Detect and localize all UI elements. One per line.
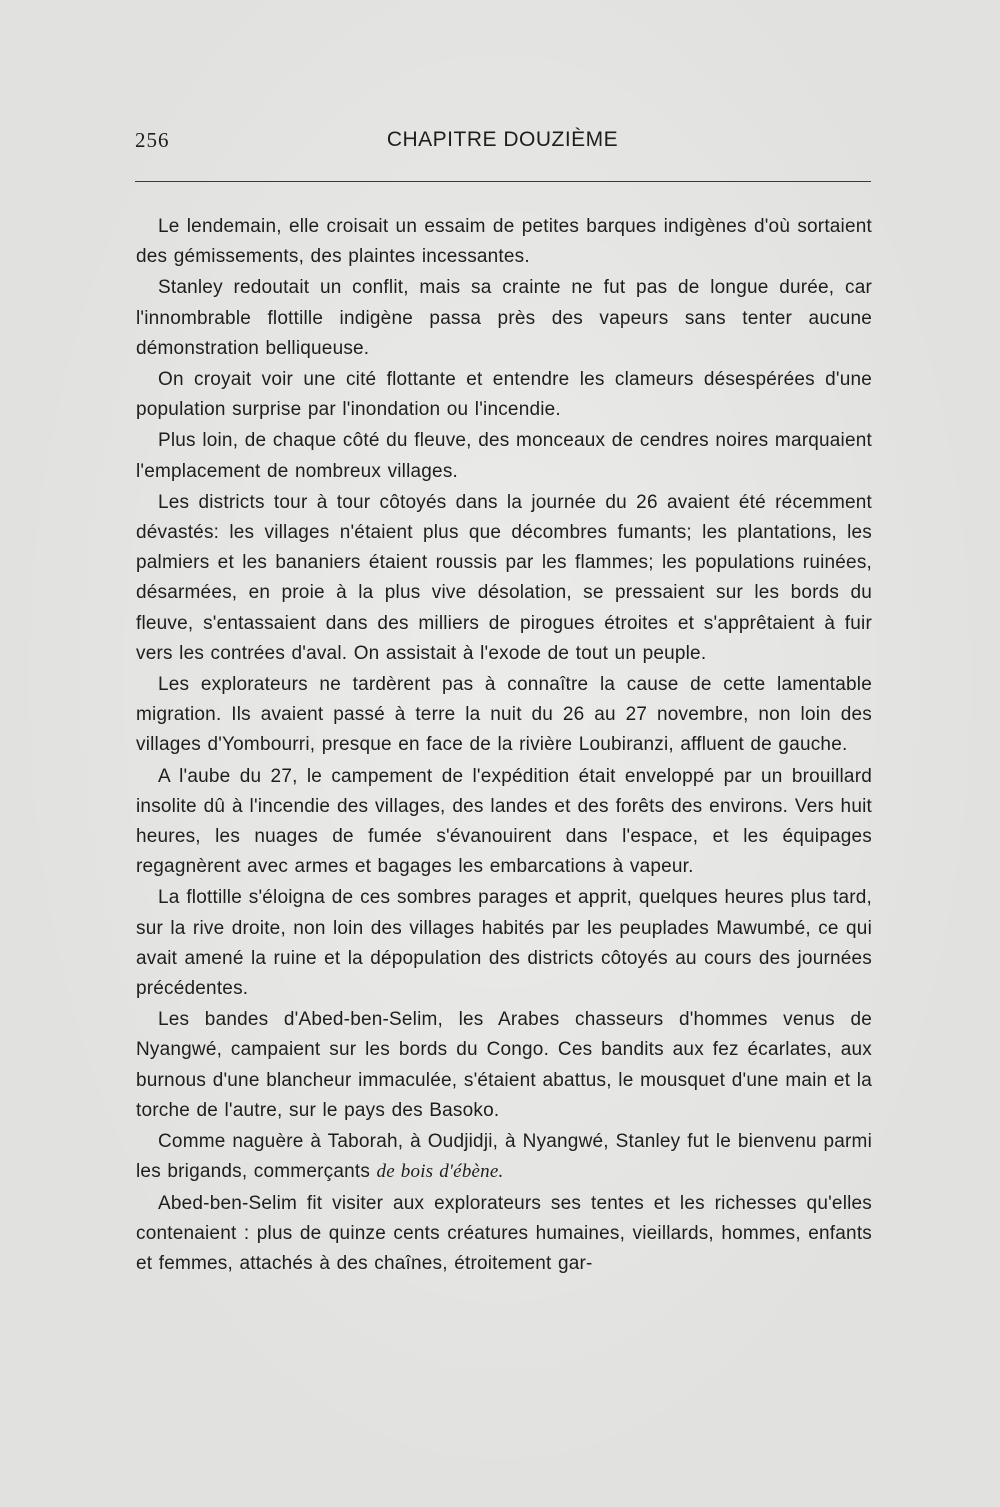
paragraph-7: A l'aube du 27, le campement de l'expédition était enveloppé par un brouillard insolite dû à l'incendie des villages, des landes et des forêts des environs. Vers huit heures, les nuages de fumée s'évanouirent dans l'espace, et les équipages regagnèrent avec armes et bagages les embarcations à vapeur. bbox=[136, 765, 872, 878]
paragraph-1: Le lendemain, elle croisait un essaim de petites barques indigènes d'où sortaient des gémissements, des plaintes incessantes. bbox=[136, 216, 872, 268]
running-title: CHAPITRE DOUZIÈME bbox=[386, 128, 619, 151]
body-text bbox=[136, 212, 872, 1279]
italic-phrase: de bois d'ébène. bbox=[376, 1161, 504, 1183]
paragraph-11: Abed-ben-Selim fit visiter aux explorateurs ses tentes et les richesses qu'elles contenaient : plus de quinze cents créatures humaines, vieillards, hommes, enfants et femmes, attachés à des chaînes, étroitement gar- bbox=[136, 1192, 872, 1274]
paragraph-8: La flottille s'éloigna de ces sombres parages et apprit, quelques heures plus tard, sur la rive droite, non loin des villages habités par les peuplades Mawumbé, ce qui avait amené la ruine et la dépopulation des districts côtoyés au cours des journées précédentes. bbox=[136, 887, 872, 1000]
paragraph-5: Les districts tour à tour côtoyés dans la journée du 26 avaient été récemment dévastés: les villages n'étaient plus que décombres fumants; les plantations, les palmiers et les bananiers étaient roussis par les flammes; les populations ruinées, désarmées, en proie à la plus vive désolation, se pressaient sur les bords du fleuve, s'entassaient dans des milliers de pirogues étroites et s'apprêtaient à fuir vers les contrées d'aval. On assistait à l'exode de tout un peuple. bbox=[136, 491, 872, 664]
paragraph-10 bbox=[136, 1127, 872, 1187]
paragraph-3: On croyait voir une cité flottante et entendre les clameurs désespérées d'une population surprise par l'inondation ou l'incendie. bbox=[136, 369, 872, 421]
header-rule bbox=[135, 181, 871, 182]
page-number: 256 bbox=[135, 128, 170, 152]
paragraph-2: Stanley redoutait un conflit, mais sa crainte ne fut pas de longue durée, car l'innombrable flottille indigène passa près des vapeurs sans tenter aucune démonstration belliqueuse. bbox=[136, 277, 872, 359]
page-header bbox=[135, 128, 875, 160]
paragraph-6: Les explorateurs ne tardèrent pas à connaître la cause de cette lamentable migration. Ils avaient passé à terre la nuit du 26 au 27 novembre, non loin des villages d'Yombourri, presque en face de la rivière Loubiranzi, affluent de gauche. bbox=[136, 674, 872, 756]
paragraph-4: Plus loin, de chaque côté du fleuve, des monceaux de cendres noires marquaient l'emplacement de nombreux villages. bbox=[136, 430, 872, 482]
paragraph-9: Les bandes d'Abed-ben-Selim, les Arabes chasseurs d'hommes venus de Nyangwé, campaient sur les bords du Congo. Ces bandits aux fez écarlates, aux burnous d'une blancheur immaculée, s'étaient abattus, le mousquet d'une main et la torche de l'autre, sur le pays des Basoko. bbox=[136, 1009, 872, 1121]
paragraph-10-text: Comme naguère à Taborah, à Oudjidji, à Nyangwé, Stanley fut le bienvenu parmi les brigands, commerçants bbox=[136, 1131, 872, 1183]
